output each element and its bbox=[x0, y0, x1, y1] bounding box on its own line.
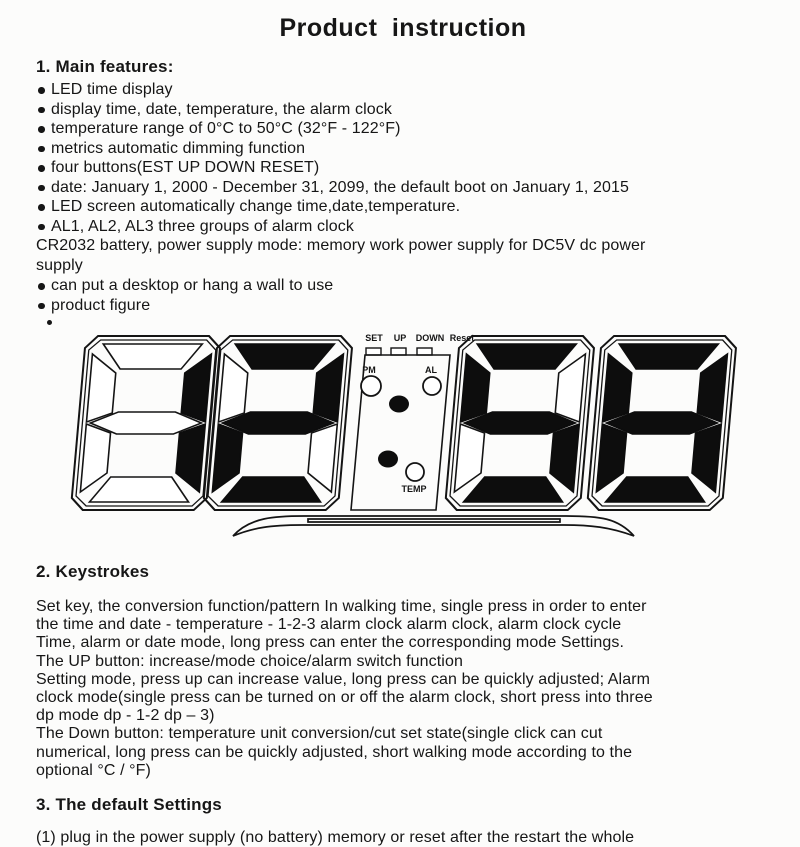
main-features-extra-list bbox=[36, 276, 770, 315]
stray-bullet bbox=[36, 318, 770, 328]
main-features-heading: 1. Main features: bbox=[36, 57, 174, 76]
section-keystrokes bbox=[36, 562, 770, 780]
keystrokes-text-line: the time and date - temperature - 1-2-3 alarm clock alarm clock, alarm clock cycle bbox=[36, 616, 622, 634]
battery-note-line: supply bbox=[36, 257, 83, 274]
feature-item: date: January 1, 2000 - December 31, 2099, the default boot on January 1, 2015 bbox=[36, 178, 770, 198]
keystrokes-text-line: Set key, the conversion function/pattern In walking time, single press in order to enter bbox=[36, 598, 647, 615]
feature-item: temperature range of 0°C to 50°C (32°F - 122°F) bbox=[36, 119, 770, 139]
keystrokes-text-line: The UP button: increase/mode choice/alarm switch function bbox=[36, 652, 463, 670]
colon-upper-dot bbox=[389, 396, 409, 413]
colon-lower-dot bbox=[378, 451, 398, 468]
up-button-label: UP bbox=[393, 333, 407, 343]
page-title: Product instruction bbox=[279, 14, 527, 42]
temp-indicator-label: TEMP bbox=[401, 484, 427, 494]
up-button bbox=[391, 348, 406, 355]
feature-item: LED time display bbox=[36, 80, 770, 100]
down-button bbox=[417, 348, 432, 355]
keystrokes-text-line: clock mode(single press can be turned on or off the alarm clock, short press into three bbox=[36, 689, 653, 707]
section-default-settings bbox=[36, 795, 770, 847]
feature-item: four buttons(EST UP DOWN RESET) bbox=[36, 158, 770, 178]
feature-item: metrics automatic dimming function bbox=[36, 139, 770, 159]
keystrokes-text-line: Time, alarm or date mode, long press can enter the corresponding mode Settings. bbox=[36, 634, 625, 652]
battery-note-line: CR2032 battery, power supply mode: memory work power supply for DC5V dc power bbox=[36, 237, 646, 254]
al-indicator-label: AL bbox=[425, 365, 437, 375]
clock-digit bbox=[445, 336, 595, 510]
feature-item: LED screen automatically change time,date,temperature. bbox=[36, 197, 770, 217]
default-settings-text-line: (1) plug in the power supply (no battery) memory or reset after the restart the whole bbox=[36, 829, 635, 847]
pm-indicator-label: PM bbox=[362, 365, 376, 375]
clock-digit bbox=[587, 336, 737, 510]
feature-item: display time, date, temperature, the alarm clock bbox=[36, 100, 770, 120]
feature-item: product figure bbox=[36, 296, 770, 316]
led-clock-drawing bbox=[58, 328, 758, 546]
down-button-label: DOWN bbox=[415, 333, 445, 343]
main-features-list bbox=[36, 80, 770, 236]
keystrokes-text-line: optional °C / °F) bbox=[36, 761, 151, 779]
default-settings-heading: 3. The default Settings bbox=[36, 795, 222, 815]
feature-item: can put a desktop or hang a wall to use bbox=[36, 276, 770, 296]
clock-digit bbox=[71, 336, 221, 510]
temp-indicator-circle bbox=[406, 463, 424, 481]
set-button bbox=[366, 348, 381, 355]
clock-digit bbox=[203, 336, 353, 510]
keystrokes-text-line: Setting mode, press up can increase value, long press can be quickly adjusted; Alarm bbox=[36, 670, 651, 688]
feature-item: AL1, AL2, AL3 three groups of alarm clock bbox=[36, 217, 770, 237]
reset-button-label: Reset bbox=[449, 333, 475, 343]
keystrokes-text-line: numerical, long press can be quickly adjusted, short walking mode according to the bbox=[36, 743, 633, 761]
section-main-features bbox=[36, 57, 770, 328]
clock-stand bbox=[233, 516, 634, 536]
keystrokes-heading: 2. Keystrokes bbox=[36, 562, 150, 581]
clock-product-figure bbox=[58, 328, 770, 546]
set-button-label: SET bbox=[365, 333, 383, 343]
pm-indicator-circle bbox=[361, 376, 381, 396]
al-indicator-circle bbox=[423, 377, 441, 395]
keystrokes-text-line: The Down button: temperature unit conversion/cut set state(single click can cut bbox=[36, 725, 603, 743]
keystrokes-text-line: dp mode dp - 1-2 dp – 3) bbox=[36, 707, 215, 725]
